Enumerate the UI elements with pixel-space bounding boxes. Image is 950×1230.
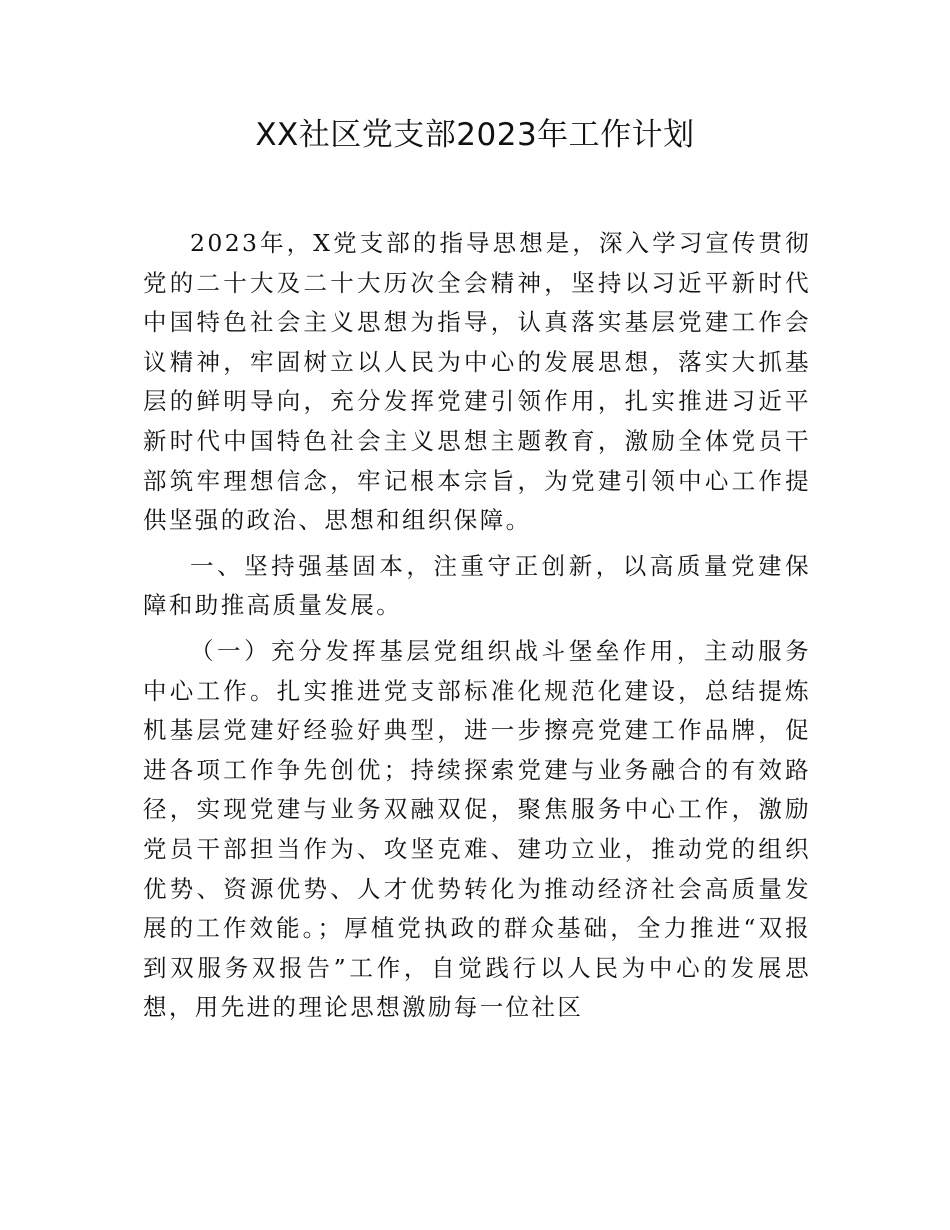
document-body — [143, 224, 811, 1034]
paragraph-subsection-1: （一）充分发挥基层党组织战斗堡垒作用，主动服务中心工作。扎实推进党支部标准化规范化建设，总结提炼机基层党建好经验好典型，进一步擦亮党建工作品牌，促进各项工作争先创优；持续探索党建与业务融合的有效路径，实现党建与业务双融双促，聚焦服务中心工作，激励党员干部担当作为、攻坚克难、建功立业，推动党的组织优势、资源优势、人才优势转化为推动经济社会高质量发展的工作效能。；厚植党执政的群众基础，全力推进“双报到双服务双报告”工作，自觉践行以人民为中心的发展思想，用先进的理论思想激励每一位社区 — [143, 636, 811, 1022]
paragraph-guiding-ideology: 2023年，X党支部的指导思想是，深入学习宣传贯彻党的二十大及二十大历次全会精神，坚持以习近平新时代中国特色社会主义思想为指导，认真落实基层党建工作会议精神，牢固树立以人民为中心的发展思想，落实大抓基层的鲜明导向，充分发挥党建引领作用，扎实推进习近平新时代中国特色社会主义思想主题教育，激励全体党员干部筑牢理想信念，牢记根本宗旨，为党建引领中心工作提供坚强的政治、思想和组织保障。 — [143, 229, 811, 535]
document-title: XX社区党支部2023年工作计划 — [255, 117, 695, 153]
section-heading-1: 一、坚持强基固本，注重守正创新，以高质量党建保障和助推高质量发展。 — [143, 551, 811, 620]
